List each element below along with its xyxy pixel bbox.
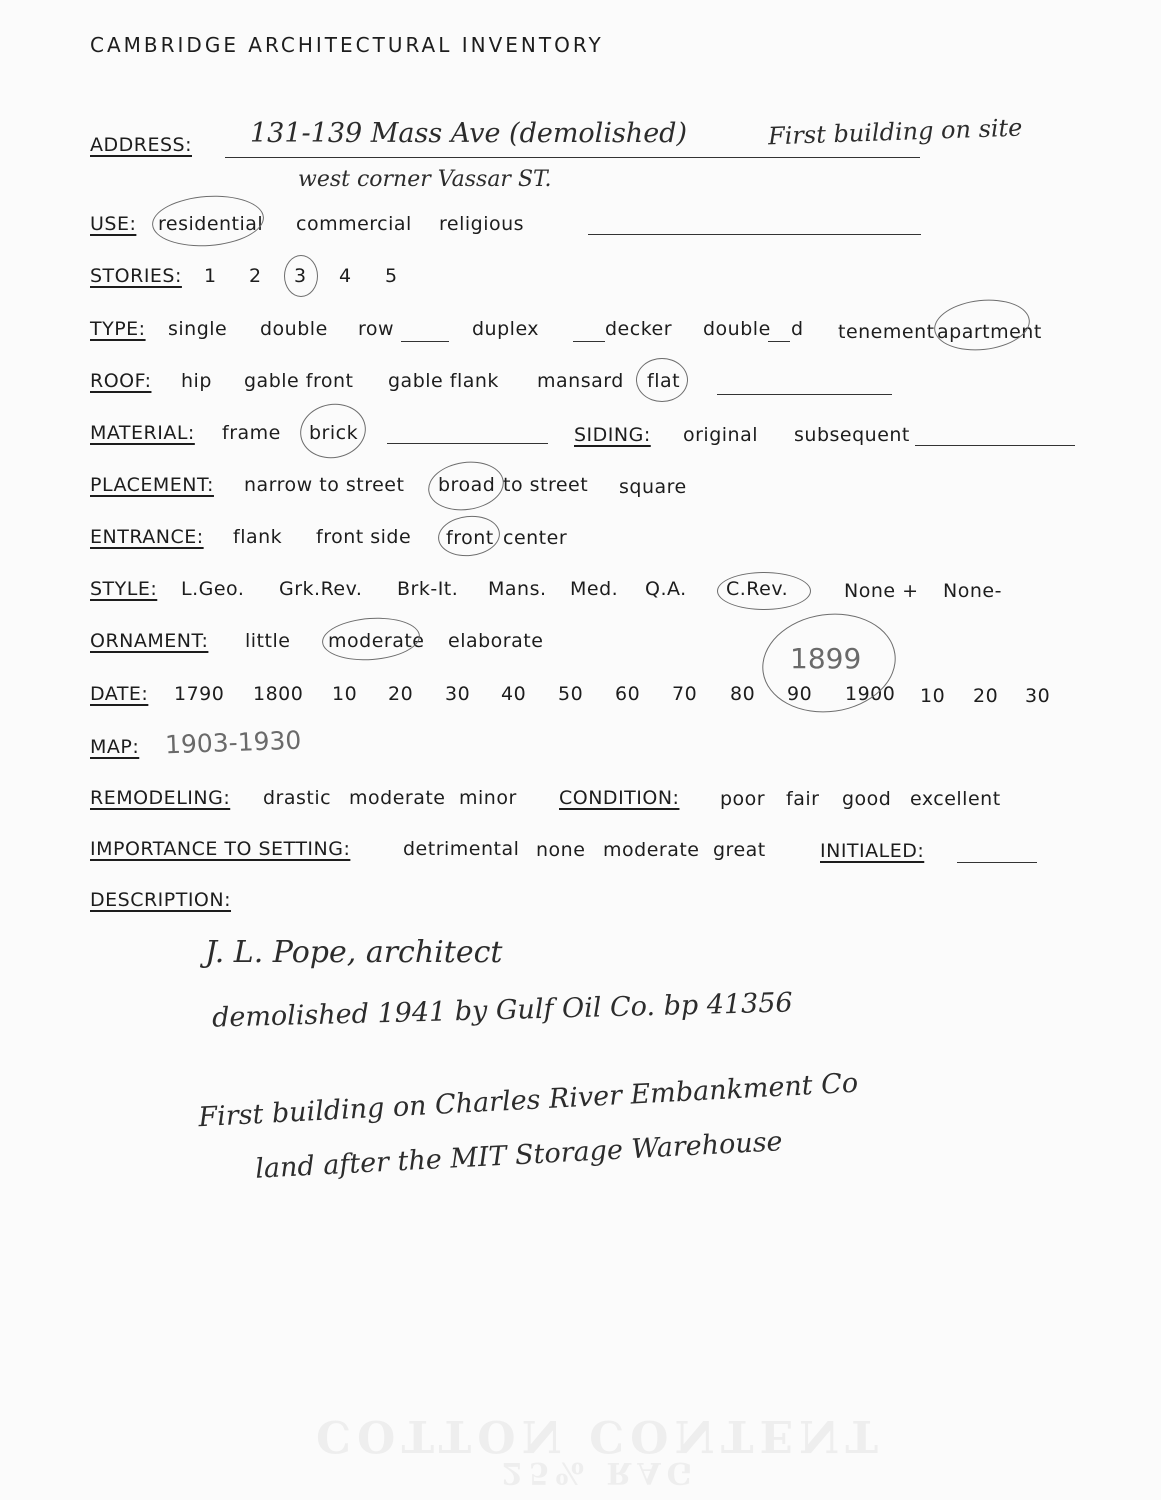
stories-option-3: 3	[294, 265, 307, 287]
style-option-lgeo: L.Geo.	[181, 578, 245, 600]
type-option-duplex: duplex	[472, 318, 540, 340]
condition-option-excellent: excellent	[910, 788, 1001, 810]
siding-option-subsequent: subsequent	[794, 424, 910, 446]
placement-option-square: square	[619, 476, 687, 498]
style-option-crev: C.Rev.	[726, 578, 789, 600]
description-line-3: First building on Charles River Embankment Co	[197, 1067, 859, 1134]
ghost-watermark-line2: 25% RAG	[501, 1455, 699, 1490]
importance-label: IMPORTANCE TO SETTING:	[90, 838, 351, 860]
stories-option-1: 1	[204, 265, 217, 287]
siding-blank-line	[915, 445, 1075, 446]
description-line-2: demolished 1941 by Gulf Oil Co. bp 41356	[211, 987, 794, 1034]
roof-option-gable-flank: gable flank	[388, 370, 499, 392]
remodeling-option-minor: minor	[459, 787, 517, 809]
stories-selection-circle	[284, 255, 318, 297]
ornament-selection-circle	[321, 615, 425, 664]
date-option-1900: 1900	[845, 683, 896, 705]
form-title: CAMBRIDGE ARCHITECTURAL INVENTORY	[90, 33, 604, 57]
use-option-commercial: commercial	[296, 213, 412, 235]
siding-label: SIDING:	[574, 424, 651, 446]
description-line-1: J. L. Pope, architect	[205, 935, 503, 970]
roof-option-hip: hip	[181, 370, 212, 392]
entrance-option-flank: flank	[233, 526, 283, 548]
use-option-religious: religious	[439, 213, 525, 235]
date-option-1800: 1800	[253, 683, 304, 705]
address-note-handwritten: First building on site	[767, 113, 1023, 151]
type-selection-circle	[932, 295, 1033, 355]
use-blank-line	[588, 234, 921, 235]
ornament-option-elaborate: elaborate	[448, 630, 544, 652]
siding-option-original: original	[683, 424, 759, 446]
type-option-apartment: apartment	[937, 321, 1042, 343]
date-option-10: 10	[332, 683, 358, 705]
style-option-brkit: Brk-It.	[397, 578, 459, 600]
remodeling-label: REMODELING:	[90, 787, 231, 809]
address-line	[225, 157, 920, 158]
date-option-30b: 30	[1025, 685, 1051, 707]
style-option-mans: Mans.	[488, 578, 547, 600]
importance-option-moderate: moderate	[603, 839, 700, 861]
type-row-blank	[401, 341, 449, 342]
material-label: MATERIAL:	[90, 422, 195, 444]
ghost-watermark-line1: COTTON CONTENT	[316, 1410, 884, 1461]
type-option-single: single	[168, 318, 228, 340]
map-handwritten: 1903-1930	[164, 725, 302, 760]
material-blank-line	[387, 443, 548, 444]
stories-option-2: 2	[249, 265, 262, 287]
use-label: USE:	[90, 213, 137, 235]
placement-option-to-street: to street	[503, 474, 589, 496]
type-decker-blank	[573, 341, 605, 342]
address-handwritten: 131-139 Mass Ave (demolished)	[250, 118, 687, 149]
date-option-20: 20	[388, 683, 414, 705]
placement-label: PLACEMENT:	[90, 474, 214, 496]
date-option-1790: 1790	[174, 683, 225, 705]
stories-option-4: 4	[339, 265, 352, 287]
condition-label: CONDITION:	[559, 787, 680, 809]
condition-option-poor: poor	[720, 788, 766, 810]
roof-label: ROOF:	[90, 370, 152, 392]
entrance-option-front-side: front side	[316, 526, 412, 548]
placement-option-narrow: narrow to street	[244, 474, 405, 496]
style-selection-circle	[717, 572, 811, 610]
material-option-frame: frame	[222, 422, 281, 444]
type-option-double: double	[260, 318, 328, 340]
date-option-20b: 20	[973, 685, 999, 707]
style-option-none-plus: None +	[844, 580, 919, 602]
roof-option-gable-front: gable front	[244, 370, 354, 392]
importance-option-none: none	[536, 839, 586, 861]
date-option-80: 80	[730, 683, 756, 705]
placement-selection-circle	[425, 457, 507, 515]
roof-selection-circle	[636, 358, 688, 402]
date-option-70: 70	[672, 683, 698, 705]
use-selection-circle	[150, 192, 265, 250]
date-handwritten: 1899	[790, 642, 862, 675]
date-option-10b: 10	[920, 685, 946, 707]
entrance-label: ENTRANCE:	[90, 526, 204, 548]
style-option-qa: Q.A.	[645, 578, 687, 600]
ornament-option-moderate: moderate	[328, 630, 425, 652]
stories-option-5: 5	[385, 265, 398, 287]
entrance-option-front: front	[446, 527, 494, 549]
initialed-blank-line	[957, 862, 1037, 863]
date-option-90: 90	[787, 683, 813, 705]
remodeling-option-moderate: moderate	[349, 787, 446, 809]
style-option-grkrev: Grk.Rev.	[279, 578, 363, 600]
date-label: DATE:	[90, 683, 149, 705]
entrance-selection-circle	[436, 513, 502, 559]
importance-option-great: great	[713, 839, 766, 861]
material-selection-circle	[296, 399, 370, 464]
style-option-none-minus: None-	[943, 580, 1002, 602]
initialed-label: INITIALED:	[820, 840, 925, 862]
map-label: MAP:	[90, 736, 140, 758]
type-double-blank	[768, 341, 790, 342]
remodeling-option-drastic: drastic	[263, 787, 332, 809]
type-option-decker: decker	[605, 318, 673, 340]
type-label: TYPE:	[90, 318, 146, 340]
date-option-60: 60	[615, 683, 641, 705]
material-option-brick: brick	[309, 422, 359, 444]
ornament-label: ORNAMENT:	[90, 630, 209, 652]
ornament-option-little: little	[245, 630, 291, 652]
description-line-4: land after the MIT Storage Warehouse	[254, 1126, 784, 1185]
type-option-d: d	[791, 318, 804, 340]
date-option-50: 50	[558, 683, 584, 705]
roof-blank-line	[717, 394, 892, 395]
entrance-option-center: center	[503, 527, 568, 549]
stories-label: STORIES:	[90, 265, 182, 287]
roof-option-mansard: mansard	[537, 370, 624, 392]
use-option-residential: residential	[158, 213, 264, 235]
date-option-40: 40	[501, 683, 527, 705]
address-sub-handwritten: west corner Vassar ST.	[298, 167, 552, 192]
importance-option-detrimental: detrimental	[403, 838, 520, 860]
type-option-tenement: tenement	[838, 321, 935, 343]
style-option-med: Med.	[570, 578, 619, 600]
type-option-double-decker: double	[703, 318, 771, 340]
condition-option-fair: fair	[786, 788, 820, 810]
description-label: DESCRIPTION:	[90, 889, 232, 911]
type-option-row: row	[358, 318, 395, 340]
date-option-30: 30	[445, 683, 471, 705]
style-label: STYLE:	[90, 578, 158, 600]
condition-option-good: good	[842, 788, 892, 810]
address-label: ADDRESS:	[90, 134, 192, 156]
roof-option-flat: flat	[647, 370, 681, 392]
placement-option-broad: broad	[438, 474, 496, 496]
